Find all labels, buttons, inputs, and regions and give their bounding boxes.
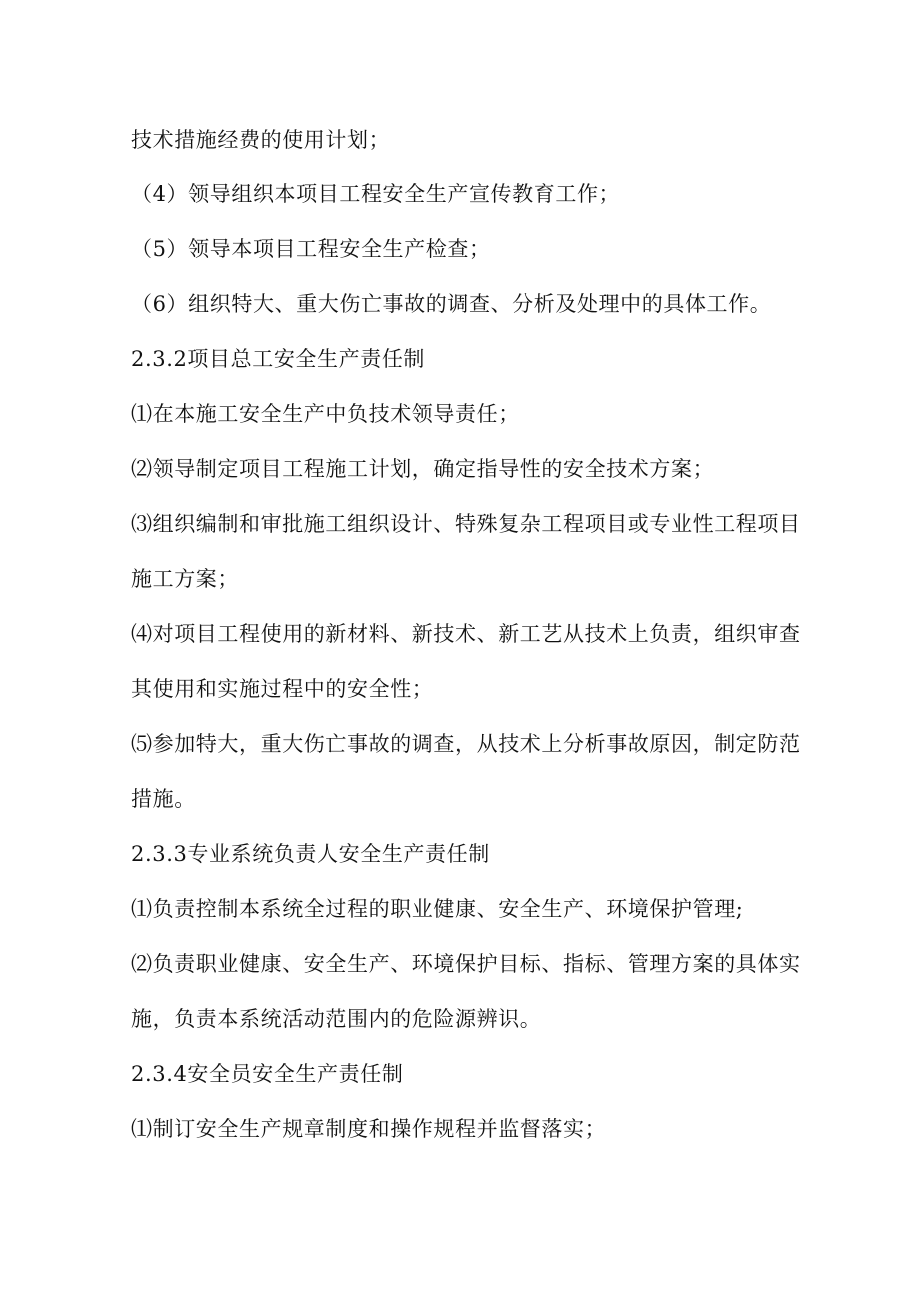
list-item-3: ⑶组织编制和审批施工组织设计、特殊复杂工程项目或专业性工程项目 [131,512,801,536]
list-item-5: ⑸参加特大，重大伤亡事故的调查，从技术上分析事故原因，制定防范 [131,732,801,756]
section-heading-2-3-2: 2.3.2项目总工安全生产责任制 [131,347,426,371]
list-item-5: （5）领导本项目工程安全生产检查； [131,237,491,261]
list-item-2: ⑵领导制定项目工程施工计划，确定指导性的安全技术方案； [131,457,715,481]
list-item-1: ⑴制订安全生产规章制度和操作规程并监督落实； [131,1117,607,1141]
list-item-4-continued: 其使用和实施过程中的安全性； [131,677,434,701]
list-item-4: （4）领导组织本项目工程安全生产宣传教育工作； [131,182,621,206]
body-text-line: 技术措施经费的使用计划； [131,128,391,152]
section-heading-2-3-3: 2.3.3专业系统负责人安全生产责任制 [131,842,490,866]
list-item-5-continued: 措施。 [131,787,196,811]
list-item-1: ⑴在本施工安全生产中负技术领导责任； [131,402,520,426]
list-item-2-continued: 施，负责本系统活动范围内的危险源辨识。 [131,1007,542,1031]
list-item-1: ⑴负责控制本系统全过程的职业健康、安全生产、环境保护管理; [131,897,744,921]
list-item-2: ⑵负责职业健康、安全生产、环境保护目标、指标、管理方案的具体实 [131,952,801,976]
section-heading-2-3-4: 2.3.4安全员安全生产责任制 [131,1062,404,1086]
list-item-3-continued: 施工方案； [131,567,239,591]
list-item-6: （6）组织特大、重大伤亡事故的调查、分析及处理中的具体工作。 [131,292,772,316]
list-item-4: ⑷对项目工程使用的新材料、新技术、新工艺从技术上负责，组织审查 [131,622,801,646]
